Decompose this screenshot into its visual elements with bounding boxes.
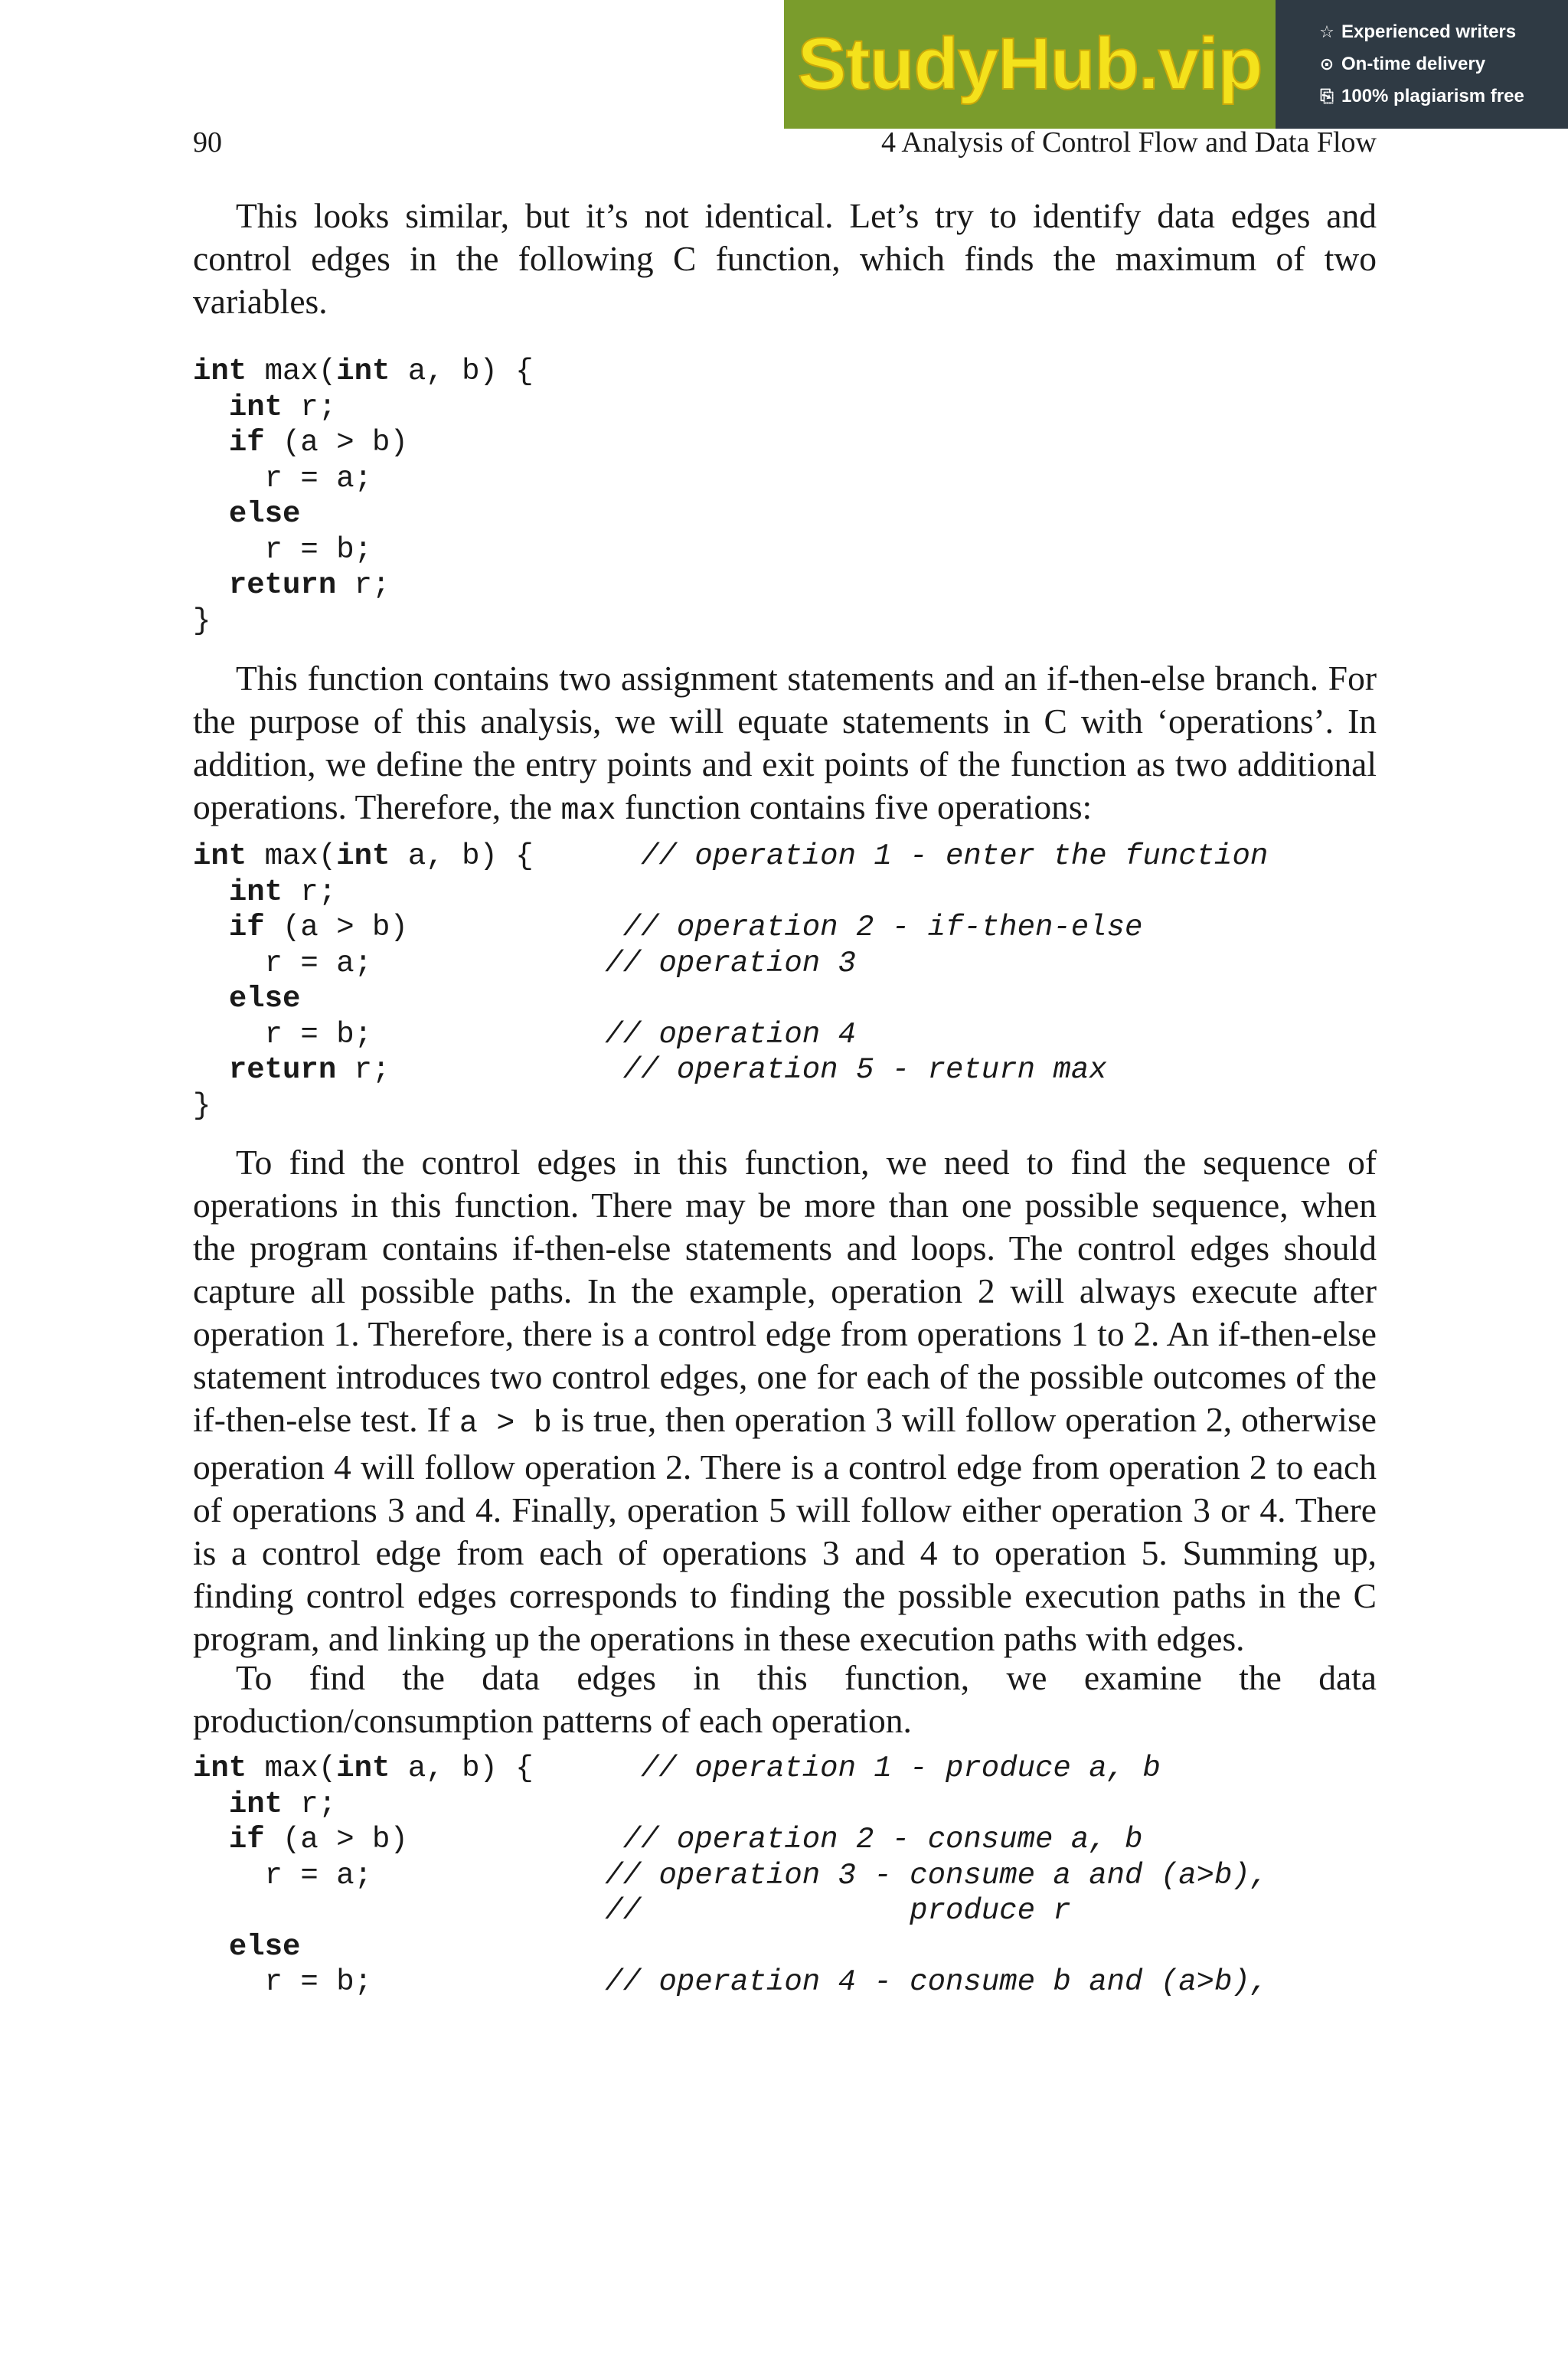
code-token: [193, 1053, 229, 1087]
paragraph-data-edges: [193, 1657, 1377, 1742]
code-keyword: else: [228, 497, 301, 531]
inline-code-max: max: [560, 794, 616, 829]
code-keyword: int: [336, 839, 390, 873]
code-keyword: if: [228, 1823, 265, 1856]
code-token: max(: [247, 355, 337, 388]
code-token: r;: [283, 875, 337, 909]
code-line: [193, 1930, 300, 1964]
code-token: r = b;: [193, 532, 373, 567]
code-keyword: int: [228, 390, 283, 424]
studyhub-banner[interactable]: [784, 0, 1568, 129]
code-block-operations: [193, 839, 1268, 1124]
code-line: [193, 426, 408, 460]
code-token: (a > b): [264, 911, 623, 944]
running-head: 4 Analysis of Control Flow and Data Flow: [880, 126, 1377, 159]
code-line: [193, 982, 300, 1016]
code-keyword: if: [228, 911, 265, 944]
code-line: [193, 1859, 1268, 1892]
code-token: max(: [247, 1752, 337, 1785]
code-keyword: int: [228, 875, 283, 909]
star-icon: ☆: [1319, 22, 1334, 41]
page-number: 90: [193, 126, 222, 159]
code-keyword: if: [228, 426, 265, 460]
paragraph-intro: [193, 195, 1377, 323]
paragraph-text: This function contains two assignment statements and an if-then-else branch. For the purpose of this analysis, we will equate statements in C with ‘operations’. In addition, we define the entry points and exit points of the function as two additional operations. Therefore, the: [193, 659, 1377, 826]
code-token: a, b) {: [390, 355, 534, 388]
inline-code-a-gt-b: a > b: [459, 1407, 552, 1441]
code-line: [193, 355, 534, 388]
code-line: [193, 1018, 856, 1052]
code-token: [193, 1823, 229, 1856]
code-token: r;: [336, 1053, 623, 1087]
code-line: [193, 875, 336, 909]
feature-plagiarism-free: [1317, 80, 1568, 113]
code-line: [193, 911, 1142, 944]
code-token: (a > b): [264, 426, 408, 460]
paragraph-text: function contains five operations:: [616, 787, 1093, 826]
banner-features: [1276, 0, 1568, 129]
code-line: [193, 1965, 1268, 1999]
code-token: r = a;: [193, 461, 373, 496]
code-line: [193, 1823, 1142, 1856]
code-line: [193, 1053, 1107, 1087]
code-keyword: return: [228, 568, 337, 602]
paragraph-operations: [193, 657, 1377, 833]
code-token: [193, 1788, 229, 1821]
feature-on-time-delivery: [1317, 48, 1568, 80]
code-token: [193, 426, 229, 460]
feature-label: Experienced writers: [1341, 21, 1517, 42]
code-line: [193, 497, 300, 531]
code-comment: // operation 1 - enter the function: [641, 839, 1269, 873]
code-keyword: else: [228, 982, 301, 1016]
code-line: [193, 391, 336, 424]
paragraph-text: is true, then operation 3 will follow operation 2, otherwise operation 4 will follow operation 2. There is a control edge from operation 2 to each of operations 3 and 4. Finally, operation 5 will follow either operation 3 or 4. There is a control edge from each of operations 3 and 4 to operation 5. Summing up, finding control edges corresponds to finding the possible execution paths in the C program, and linking up the operations in these execution paths with edges.: [193, 1400, 1377, 1658]
code-line: [193, 1894, 1071, 1928]
code-token: r = b;: [193, 1965, 606, 1999]
code-keyword: else: [228, 1929, 301, 1964]
code-token: [193, 1894, 605, 1928]
code-line: [193, 1788, 336, 1821]
feature-label: 100% plagiarism free: [1341, 86, 1524, 106]
code-comment: // operation 2 - consume a, b: [622, 1823, 1143, 1856]
code-token: [193, 568, 229, 602]
code-token: r = a;: [193, 946, 606, 980]
code-token: [193, 391, 229, 424]
code-line: [193, 604, 211, 638]
code-keyword: int: [193, 839, 247, 873]
code-token: max(: [247, 839, 337, 873]
code-token: r;: [283, 1787, 337, 1821]
code-comment: // produce r: [605, 1894, 1071, 1928]
code-comment: // operation 4 - consume b and (a>b),: [605, 1965, 1269, 1999]
code-keyword: int: [336, 355, 390, 388]
studyhub-logo[interactable]: StudyHub.vip: [797, 23, 1263, 105]
code-token: a, b) {: [390, 1752, 642, 1785]
code-comment: // operation 5 - return max: [622, 1053, 1107, 1087]
code-keyword: int: [228, 1787, 283, 1821]
code-token: [193, 982, 229, 1016]
code-token: [193, 497, 229, 531]
code-comment: // operation 4: [605, 1017, 856, 1052]
code-keyword: return: [228, 1053, 337, 1087]
code-token: }: [193, 603, 211, 638]
code-block-max-function: [193, 354, 534, 639]
code-token: a, b) {: [390, 839, 642, 873]
code-token: [193, 911, 229, 944]
paragraph-text: To find the control edges in this function, we need to find the sequence of operations in this function. There may be more than one possible sequence, when the program contains if-then-else statements and loops. The control edges should capture all possible paths. In the example, operation 2 will always execute after operation 1. Therefore, there is a control edge from operations 1 to 2. An if-then-else statement introduces two control edges, one for each of the possible outcomes of the if-then-else test. If: [193, 1143, 1377, 1439]
code-token: [193, 875, 229, 909]
code-token: r = a;: [193, 1858, 606, 1892]
feature-experienced-writers: [1317, 16, 1568, 48]
code-line: [193, 462, 372, 496]
code-line: [193, 1089, 211, 1123]
code-line: [193, 1752, 1161, 1785]
code-line: [193, 568, 390, 602]
code-line: [193, 947, 856, 980]
code-keyword: int: [193, 1752, 247, 1785]
paragraph-text: To find the data edges in this function, we examine the data production/consumption patterns of each operation.: [193, 1658, 1377, 1740]
code-block-data-patterns: [193, 1751, 1268, 2000]
code-token: (a > b): [264, 1823, 623, 1856]
code-comment: // operation 3: [605, 946, 856, 980]
code-token: r;: [283, 390, 337, 424]
code-token: r = b;: [193, 1017, 606, 1052]
code-keyword: int: [193, 355, 247, 388]
paragraph-control-edges: [193, 1141, 1377, 1660]
document-icon: ⎘: [1320, 87, 1334, 106]
code-token: [193, 1930, 229, 1964]
feature-label: On-time delivery: [1341, 54, 1486, 74]
code-line: [193, 839, 1268, 873]
code-token: }: [193, 1088, 211, 1123]
code-comment: // operation 3 - consume a and (a>b),: [605, 1858, 1269, 1892]
code-token: r;: [336, 568, 390, 602]
code-comment: // operation 2 - if-then-else: [622, 911, 1143, 944]
code-keyword: int: [336, 1752, 390, 1785]
paragraph-text: This looks similar, but it’s not identical. Let’s try to identify data edges and control edges in the following C function, which finds the maximum of two variables.: [193, 196, 1377, 321]
banner-logo-area[interactable]: [784, 0, 1276, 129]
code-comment: // operation 1 - produce a, b: [641, 1752, 1161, 1785]
code-line: [193, 533, 372, 567]
clock-icon: ⊙: [1319, 54, 1334, 74]
